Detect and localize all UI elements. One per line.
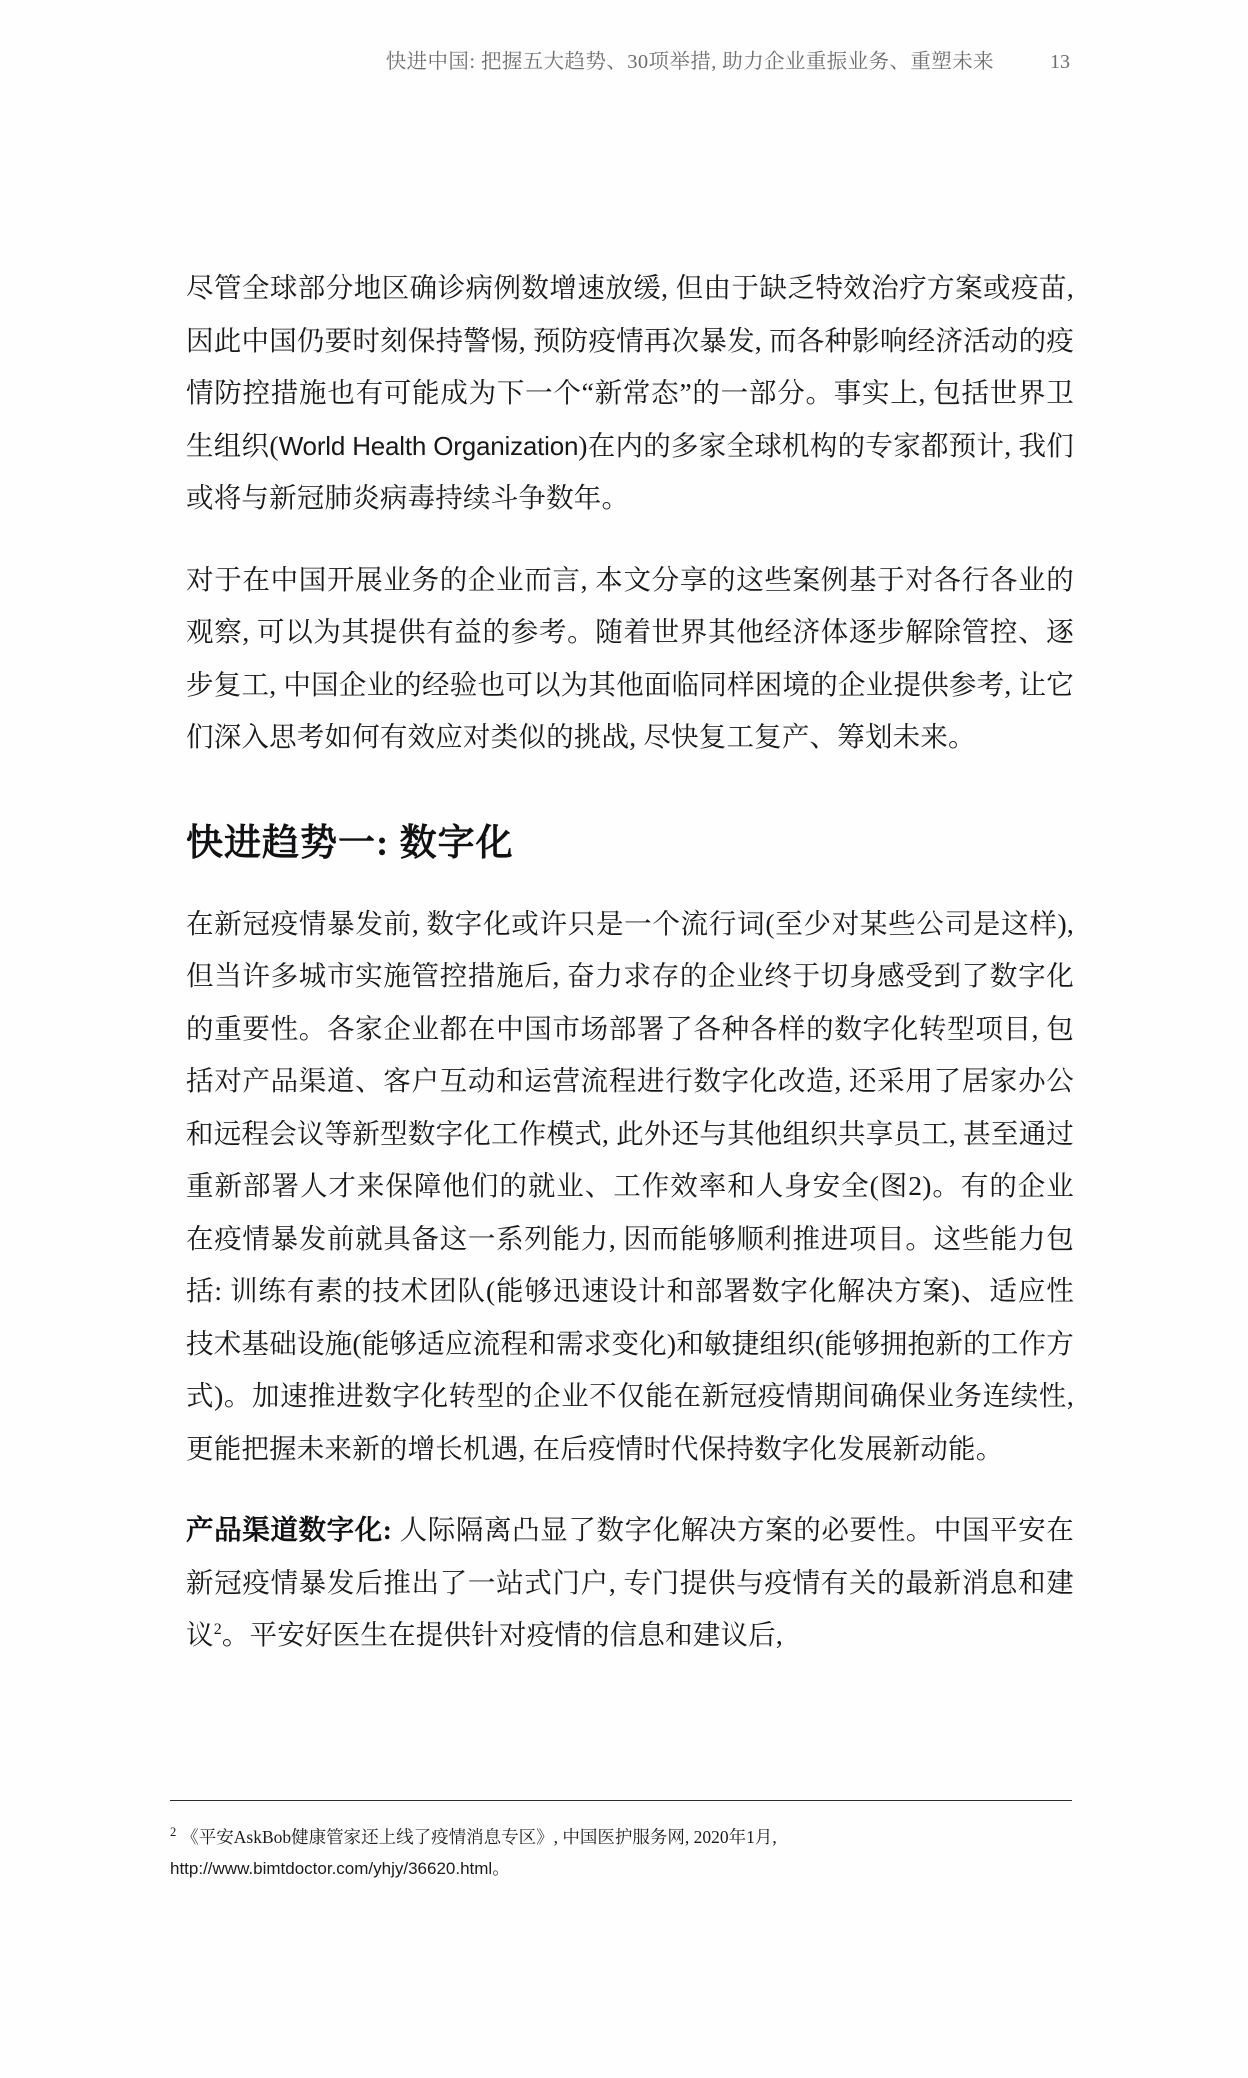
organization-name-latin: World Health Organization bbox=[278, 430, 579, 461]
footnote-citation-tail: 。 bbox=[492, 1857, 510, 1878]
footnote-url[interactable]: http://www.bimtdoctor.com/yhjy/36620.html bbox=[170, 1858, 493, 1878]
footnote-reference-marker[interactable]: 2 bbox=[213, 1620, 222, 1638]
paragraph-4 bbox=[186, 1504, 1074, 1662]
page-number: 13 bbox=[1050, 51, 1070, 73]
running-header bbox=[180, 44, 1070, 74]
body-content bbox=[186, 262, 1074, 1662]
paragraph-1-text-b: )在内的多家全球机构的专家都预计, 我们或将与新冠肺炎病毒持续斗争数年。 bbox=[186, 429, 1074, 513]
paragraph-2: 对于在中国开展业务的企业而言, 本文分享的这些案例基于对各行各业的观察, 可以为其提供有益的参考。随着世界其他经济体逐步解除管控、逐步复工, 中国企业的经验也可以为其他面临同样困境的企业提供参考, 让它们深入思考如何有效应对类似的挑战, 尽快复工复产、筹划未来。 bbox=[186, 563, 1074, 752]
section-heading: 快进趋势一: 数字化 bbox=[186, 822, 514, 864]
paragraph-4-text-b: 。平安好医生在提供针对疫情的信息和建议后, bbox=[221, 1619, 783, 1650]
paragraph-4-lead-in: 产品渠道数字化: bbox=[186, 1514, 393, 1545]
footnote-area bbox=[170, 1800, 1072, 1884]
running-header-title: 快进中国: 把握五大趋势、30项举措, 助力企业重振业务、重塑未来 bbox=[385, 51, 994, 73]
paragraph-1-text-a: 尽管全球部分地区确诊病例数增速放缓, 但由于缺乏特效治疗方案或疫苗, 因此中国仍要时刻保持警惕, 预防疫情再次暴发, 而各种影响经济活动的疫情防控措施也有可能成为下一个“新常态”的一部分。事实上, 包括世界卫生组织( bbox=[186, 272, 1074, 461]
paragraph-1 bbox=[186, 262, 1074, 525]
footnote-divider bbox=[170, 1800, 1072, 1801]
footnote-citation-text: 《平安AskBob健康管家还上线了疫情消息专区》, 中国医护服务网, 2020年1月, bbox=[181, 1826, 777, 1847]
paragraph-4-text-a: 人际隔离凸显了数字化解决方案的必要性。中国平安在新冠疫情暴发后推出了一站式门户, 专门提供与疫情有关的最新消息和建议 bbox=[186, 1514, 1075, 1650]
footnote-number: 2 bbox=[170, 1825, 177, 1839]
footnote-item bbox=[170, 1817, 1072, 1884]
paragraph-3: 在新冠疫情暴发前, 数字化或许只是一个流行词(至少对某些公司是这样), 但当许多城市实施管控措施后, 奋力求存的企业终于切身感受到了数字化的重要性。各家企业都在中国市场部署了各种各样的数字化转型项目, 包括对产品渠道、客户互动和运营流程进行数字化改造, 还采用了居家办公和远程会议等新型数字化工作模式, 此外还与其他组织共享员工, 甚至通过重新部署人才来保障他们的就业、工作效率和人身安全(图2)。有的企业在疫情暴发前就具备这一系列能力, 因而能够顺利推进项目。这些能力包括: 训练有素的技术团队(能够迅速设计和部署数字化解决方案)、适应性技术基础设施(能够适应流程和需求变化)和敏捷组织(能够拥抱新的工作方式)。加速推进数字化转型的企业不仅能在新冠疫情期间确保业务连续性, 更能把握未来新的增长机遇, 在后疫情时代保持数字化发展新动能。 bbox=[186, 907, 1074, 1464]
